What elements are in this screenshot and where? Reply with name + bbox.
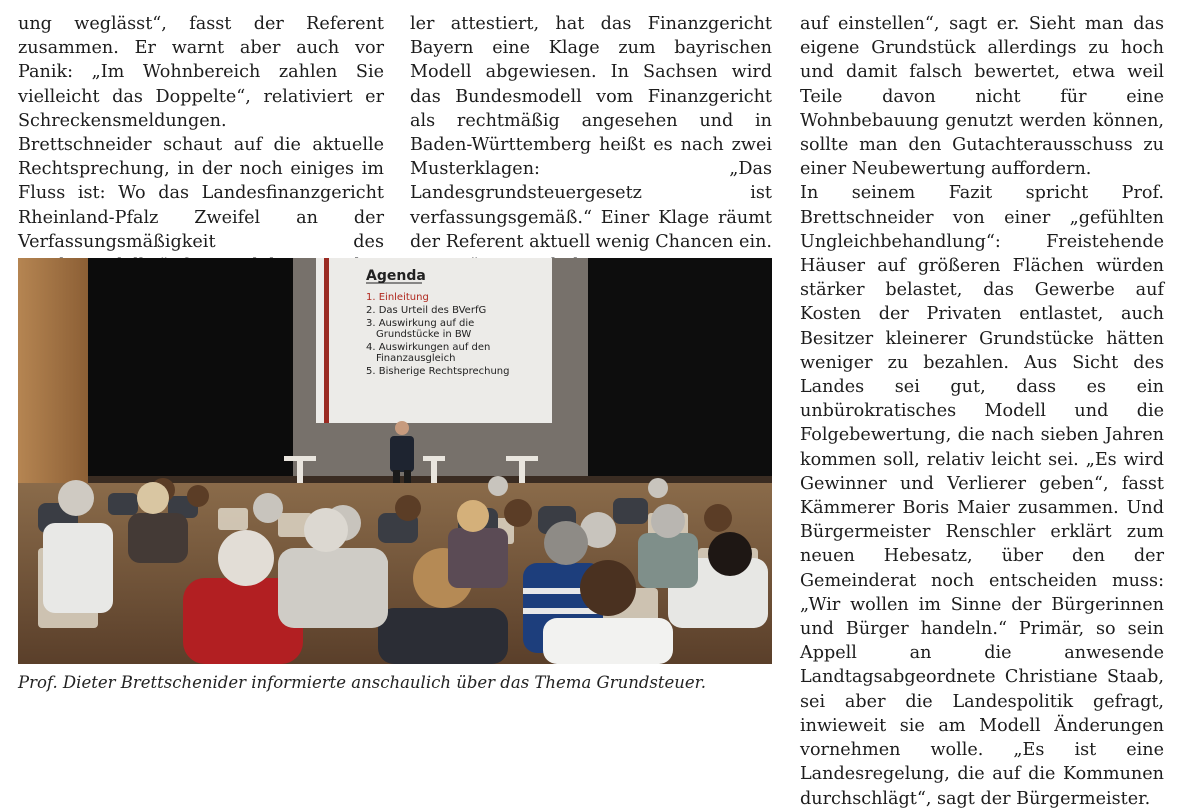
slide-item: 3. Auswirkung auf die [366, 318, 475, 329]
photo-caption: Prof. Dieter Brettschenider informierte anschaulich über das Thema Grundsteuer. [18, 673, 706, 692]
projection-screen [316, 258, 552, 423]
paragraph: In seinem Fazit spricht Prof. Brettschneider von einer „gefühlten Ungleichbehandlung“: Freistehende Häuser auf größeren Flächen würden stärker belastet, das Gewerbe auf Kosten der Privaten entlastet, auch Besitzer kleinerer Grundstücke hätten weniger zu bezahlen. Aus Sicht des Landes sei gut, dass es ein unbürokratisches Modell und die Folgebewertung, die nach sieben Jahren kommen soll, relativ leicht sei. „Es wird Gewinner und Verlierer geben“, fasst Kämmerer Boris Maier zusammen. Und Bürgermeister Renschler erklärt zum neuen Hebesatz, über den der Gemeinderat noch entscheiden muss: „Wir wollen im Sinne der Bürgerinnen und Bürger handeln.“ Primär, so sein Appell an die anwesende Landtagsabgeordnete Christiane Staab, sei aber die Landespolitik gefragt, inwieweit sie am Modell Änderungen vornehmen wolle. „Es ist eine Landesregelung, die auf die Kommunen durchschlägt“, sagt der Bürgermeister. [800, 183, 1164, 809]
event-photo [18, 258, 772, 664]
paragraph: ler attestiert, hat das Finanzgericht Bayern eine Klage zum bayrischen Modell abgewiesen. In Sachsen wird das Bundesmodell vom Finanzgericht als rechtmäßig angesehen und in Baden-Württemberg heißt es nach zwei Musterklagen: „Das Landesgrundsteuergesetz ist verfassungsgemäß.“ Einer Klage räumt der Referent aktuell wenig Chancen ein. [410, 14, 772, 252]
slide-item: 2. Das Urteil des BVerfG [366, 305, 487, 316]
article-column-1 [18, 12, 384, 278]
wood-wall [18, 258, 88, 488]
article-column-2 [410, 12, 772, 278]
paragraph: auf einstellen“, sagt er. Sieht man das eigene Grundstück allerdings zu hoch und damit falsch bewertet, etwa weil Teile davon nicht für eine Wohnbebauung genutzt werden können, sollte man den Gutachterausschuss zu einer Neubewertung auffordern. [800, 14, 1164, 180]
lecture-hall-illustration [18, 258, 772, 664]
article-column-3 [800, 12, 1164, 811]
slide-item: 5. Bisherige Rechtsprechung [366, 366, 510, 377]
paragraph: Brettschneider schaut auf die aktuelle Rechtsprechung, in der noch einiges im Fluss ist: Wo das Landesfinanzgericht Rheinland-Pfalz Zweifel an der Verfassungsmäßigkeit des [18, 135, 384, 252]
paragraph: ung weglässt“, fasst der Referent zusammen. Er warnt aber auch vor Panik: „Im Wohnbereich zahlen Sie vielleicht das Doppelte“, relativiert er Schreckensmeldungen. [18, 14, 384, 131]
slide-item: Grundstücke in BW [376, 329, 472, 340]
slide-item: 4. Auswirkungen auf den [366, 342, 491, 353]
slide-item: 1. Einleitung [366, 292, 429, 303]
slide-item: Finanzausgleich [376, 353, 456, 364]
slide-title: Agenda [366, 268, 426, 284]
